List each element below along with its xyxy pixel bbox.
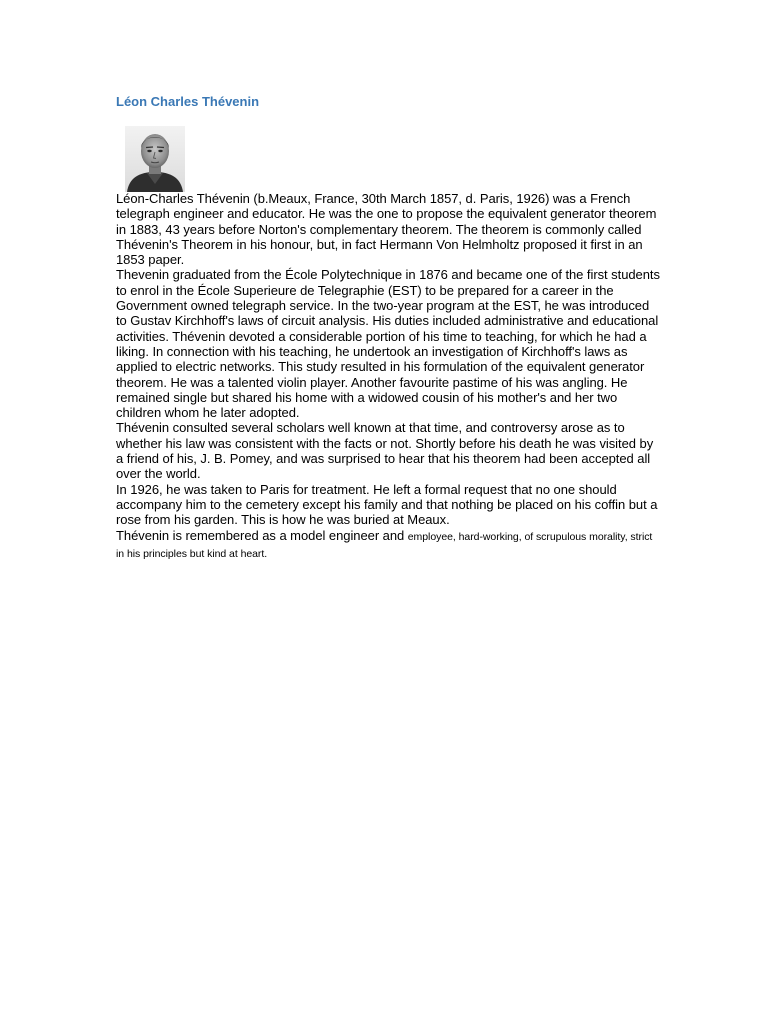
paragraph-legacy xyxy=(116,528,661,563)
paragraph-controversy: Thévenin consulted several scholars well known at that time, and controversy arose as to whether his law was consistent with the facts or not. Shortly before his death he was visited by a friend of his, J. B. Pomey, and was surprised to hear that his theorem had been accepted all over the world. xyxy=(116,420,654,482)
article-body xyxy=(116,191,661,562)
legacy-lead-text: Thévenin is remembered as a model engineer and xyxy=(116,527,408,543)
paragraph-death: In 1926, he was taken to Paris for treatment. He left a formal request that no one should accompany him to the cemetery except his family and that nothing be placed on his coffin but a rose from his garden. This is how he was buried at Meaux. xyxy=(116,481,658,528)
legacy-small-text: employee, hard-working, of scrupulous morality, strict in his principles but kind at heart. xyxy=(116,530,653,560)
paragraph-biography: Léon-Charles Thévenin (b.Meaux, France, 30th March 1857, d. Paris, 1926) was a French telegraph engineer and educator. He was the one to propose the equivalent generator theorem in 1883, 43 years before Norton's complementary theorem. The theorem is commonly called Thévenin's Theorem in his honour, but, in fact Hermann Von Helmholtz proposed it first in an 1853 paper. xyxy=(116,191,657,268)
article-title: Léon Charles Thévenin xyxy=(116,94,260,109)
portrait-photo xyxy=(125,126,185,192)
paragraph-education: Thevenin graduated from the École Polytechnique in 1876 and became one of the first students to enrol in the École Superieure de Telegraphie (EST) to be prepared for a career in the Government owned telegraph service. In the two-year program at the EST, he was introduced to Gustav Kirchhoff's laws of circuit analysis. His duties included administrative and educational activities. Thévenin devoted a considerable portion of his time to teaching, for which he had a liking. In connection with his teaching, he undertook an investigation of Kirchhoff's laws as applied to electric networks. This study resulted in his formulation of the equivalent generator theorem. He was a talented violin player. Another favourite pastime of his was angling. He remained single but shared his home with a widowed cousin of his mother's and her two children whom he later adopted. xyxy=(116,267,660,421)
portrait-image xyxy=(125,126,185,192)
